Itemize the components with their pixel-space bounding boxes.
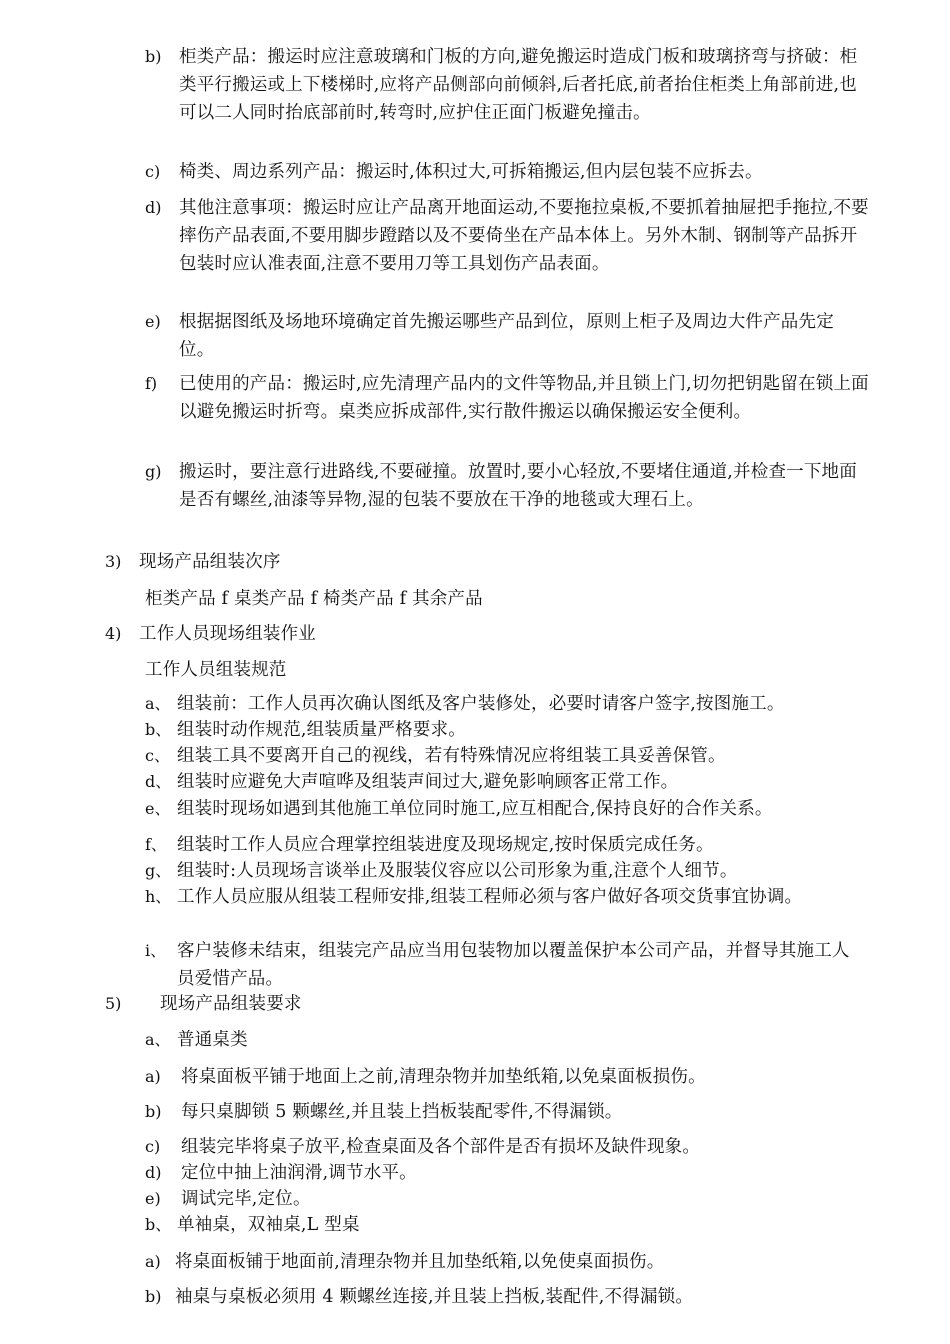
assembly-order-text: 柜类产品 f 桌类产品 f 椅类产品 f 其余产品 (145, 589, 483, 609)
list-marker: h、 (145, 887, 172, 906)
section-number: 5) (105, 994, 122, 1013)
category-title: 单袖桌，双袖桌,L 型桌 (177, 1215, 360, 1235)
section-title: 工作人员现场组装作业 (139, 624, 316, 644)
step-a (145, 1063, 706, 1091)
section-heading-3 (105, 548, 281, 576)
list-marker: c) (145, 1137, 161, 1156)
list-marker: e) (145, 1189, 161, 1208)
list-item-text: 袖桌与桌板必须用 4 颗螺丝连接,并且装上挡板,装配件,不得漏锁。 (175, 1287, 694, 1307)
rule-item-a (145, 690, 785, 718)
list-item-c (145, 158, 763, 186)
list-marker: d) (145, 1163, 162, 1182)
rule-item-d (145, 768, 678, 796)
list-marker: c、 (145, 746, 170, 765)
subheading-text: 工作人员组装规范 (145, 660, 287, 680)
list-item-text: 组装时工作人员应合理掌控组装进度及现场规定,按时保质完成任务。 (177, 835, 714, 855)
list-item-g (145, 458, 869, 514)
list-marker: e) (145, 312, 161, 331)
list-marker: a) (145, 1252, 161, 1271)
list-marker: b) (145, 1102, 162, 1121)
list-item-text: 搬运时，要注意行进路线,不要碰撞。放置时,要小心轻放,不要堵住通道,并检查一下地面是否有螺丝,油漆等异物,湿的包装不要放在干净的地毯或大理石上。 (179, 462, 857, 510)
list-marker: d) (145, 198, 162, 217)
list-marker: g) (145, 462, 162, 481)
list-item-text: 根据据图纸及场地环境确定首先搬运哪些产品到位，原则上柜子及周边大件产品先定位。 (179, 312, 834, 360)
rule-item-f (145, 831, 714, 859)
list-item-text: 组装时现场如遇到其他施工单位同时施工,应互相配合,保持良好的合作关系。 (177, 799, 773, 819)
list-marker: b) (145, 47, 162, 66)
list-item-text: 已使用的产品：搬运时,应先清理产品内的文件等物品,并且锁上门,切勿把钥匙留在锁上面以避免搬运时折弯。桌类应拆成部件,实行散件搬运以确保搬运安全便利。 (179, 374, 869, 422)
list-item-text: 将桌面板平铺于地面上之前,清理杂物并加垫纸箱,以免桌面板损伤。 (181, 1067, 706, 1087)
list-item-text: 将桌面板铺于地面前,清理杂物并且加垫纸箱,以免使桌面损伤。 (175, 1252, 665, 1272)
section-title: 现场产品组装次序 (139, 552, 281, 572)
category-b-heading (145, 1211, 360, 1239)
step-b-desk (145, 1283, 693, 1311)
list-item-f (145, 370, 869, 426)
rule-item-i (145, 937, 867, 993)
category-a-heading (145, 1026, 248, 1054)
list-item-text: 组装时应避免大声喧哗及组装声间过大,避免影响顾客正常工作。 (177, 772, 679, 792)
list-item-text: 调试完毕,定位。 (181, 1189, 311, 1209)
step-d (145, 1159, 417, 1187)
list-marker: b、 (145, 720, 172, 739)
list-marker: a) (145, 1067, 161, 1086)
list-item-d (145, 194, 869, 278)
list-item-text: 其他注意事项：搬运时应让产品离开地面运动,不要拖拉桌板,不要抓着抽屉把手拖拉,不要摔伤产品表面,不要用脚步蹬踏以及不要倚坐在产品本体上。另外木制、钢制等产品拆开包装时应认准表面,注意不要用刀等工具划伤产品表面。 (179, 198, 869, 274)
list-marker: g、 (145, 861, 172, 880)
section-number: 3) (105, 552, 122, 571)
step-a-desk (145, 1248, 664, 1276)
rule-item-c (145, 742, 726, 770)
section-heading-5 (105, 990, 302, 1018)
assembly-order-line (145, 585, 483, 613)
section-heading-4 (105, 620, 316, 648)
list-marker: a、 (145, 1030, 171, 1049)
rule-item-b (145, 716, 466, 744)
list-item-text: 组装前：工作人员再次确认图纸及客户装修处，必要时请客户签字,按图施工。 (177, 694, 785, 714)
section-title: 现场产品组装要求 (160, 994, 302, 1014)
list-item-text: 组装完毕将桌子放平,检查桌面及各个部件是否有损坏及缺件现象。 (181, 1137, 701, 1157)
list-marker: b) (145, 1287, 162, 1306)
list-item-b (145, 43, 869, 127)
rule-item-g (145, 857, 738, 885)
list-item-text: 定位中抽上油润滑,调节水平。 (181, 1163, 417, 1183)
list-marker: a、 (145, 694, 171, 713)
list-item-text: 客户装修未结束，组装完产品应当用包装物加以覆盖保护本公司产品，并督导其施工人员爱惜产品。 (177, 941, 850, 989)
list-marker: f) (145, 374, 158, 393)
list-item-text: 每只桌脚锁 5 颗螺丝,并且装上挡板装配零件,不得漏锁。 (181, 1102, 623, 1122)
subheading-assembly-rules (145, 656, 287, 684)
list-marker: c) (145, 162, 161, 181)
list-marker: i、 (145, 941, 167, 960)
list-item-text: 组装时动作规范,组装质量严格要求。 (177, 720, 466, 740)
list-item-e (145, 308, 869, 364)
list-item-text: 椅类、周边系列产品：搬运时,体积过大,可拆箱搬运,但内层包装不应拆去。 (179, 162, 763, 182)
rule-item-e (145, 795, 773, 823)
step-b (145, 1098, 622, 1126)
list-marker: d、 (145, 772, 172, 791)
rule-item-h (145, 883, 867, 911)
step-e (145, 1185, 311, 1213)
list-item-text: 组装工具不要离开自己的视线，若有特殊情况应将组装工具妥善保管。 (177, 746, 726, 766)
category-title: 普通桌类 (177, 1030, 248, 1050)
section-number: 4) (105, 624, 122, 643)
list-item-text: 柜类产品：搬运时应注意玻璃和门板的方向,避免搬运时造成门板和玻璃挤弯与挤破：柜类平行搬运或上下楼梯时,应将产品侧部向前倾斜,后者托底,前者抬住柜类上角部前进,也可以二人同时抬底部前时,转弯时,应护住正面门板避免撞击。 (179, 47, 858, 123)
list-item-text: 工作人员应服从组装工程师安排,组装工程师必须与客户做好各项交货事宜协调。 (177, 887, 803, 907)
list-marker: b、 (145, 1215, 172, 1234)
list-marker: e、 (145, 799, 171, 818)
step-c (145, 1133, 700, 1161)
list-marker: f、 (145, 835, 167, 854)
list-item-text: 组装时:人员现场言谈举止及服装仪容应以公司形象为重,注意个人细节。 (177, 861, 738, 881)
